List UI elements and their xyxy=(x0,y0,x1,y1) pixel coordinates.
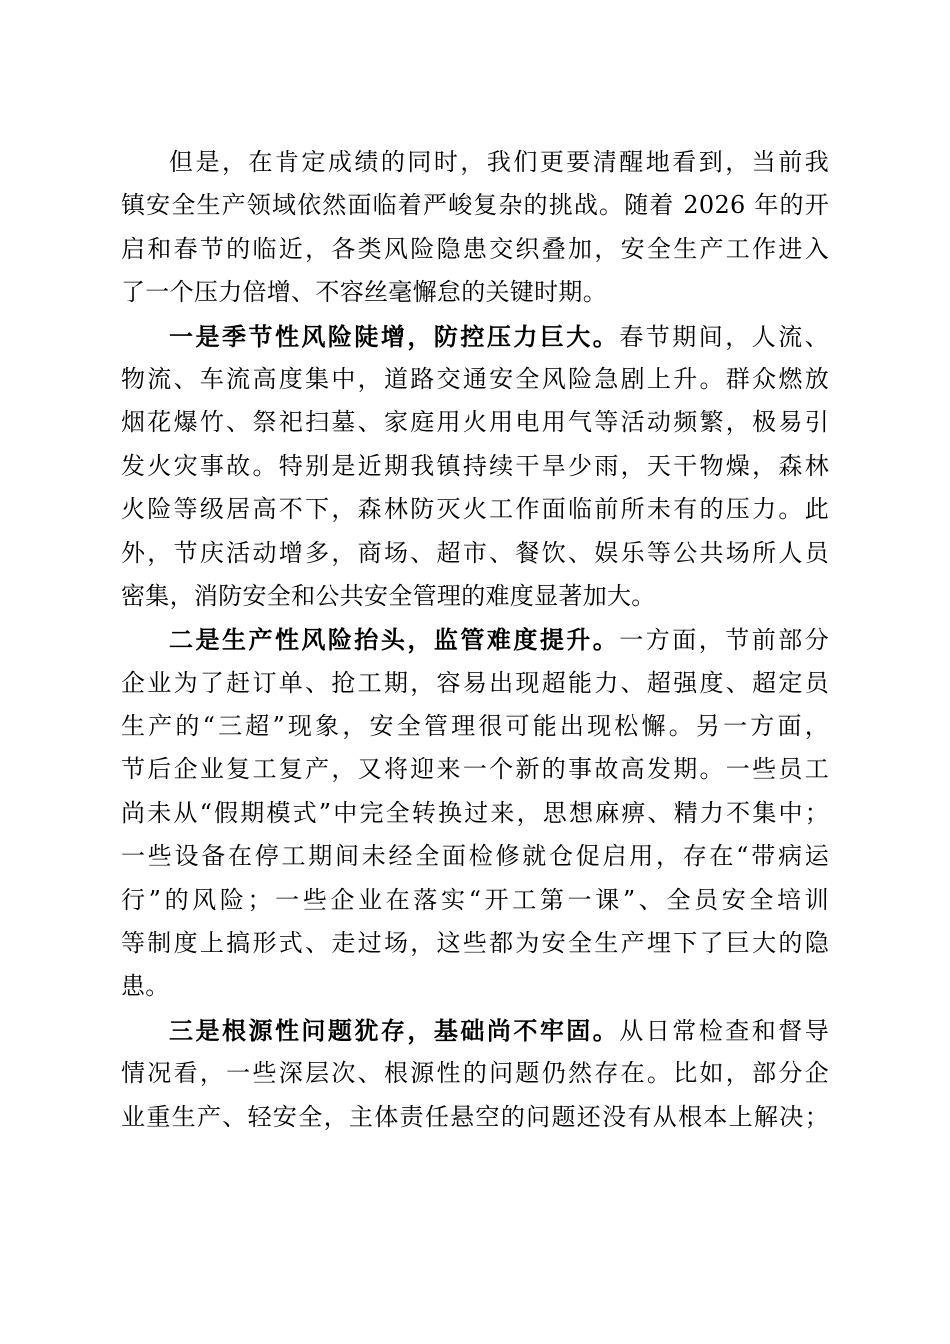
text-line: 情况看，一些深层次、根源性的问题仍然存在。比如，部分企 xyxy=(121,1059,829,1088)
text-line: 等制度上搞形式、走过场，这些都为安全生产埋下了巨大的隐 xyxy=(121,929,829,958)
text-line: 节后企业复工复产，又将迎来一个新的事故高发期。一些员工 xyxy=(121,755,829,784)
paragraph-intro xyxy=(121,141,829,315)
text-line: 了一个压力倍增、不容丝毫懈怠的关键时期。 xyxy=(121,278,607,307)
heading-line-rest: 春节期间，人流、 xyxy=(619,322,829,351)
text-line: 外，节庆活动增多，商场、超市、餐饮、娱乐等公共场所人员 xyxy=(121,538,829,567)
text-line: 但是，在肯定成绩的同时，我们更要清醒地看到，当前我 xyxy=(169,148,829,176)
text-line: 一些设备在停工期间未经全面检修就仓促启用，存在“带病运 xyxy=(121,842,829,871)
text-line: 业重生产、轻安全，主体责任悬空的问题还没有从根本上解决； xyxy=(121,1102,829,1131)
text-line: 启和春节的临近，各类风险隐患交织叠加，安全生产工作进入 xyxy=(121,234,829,263)
text-line: 密集，消防安全和公共安全管理的难度显著加大。 xyxy=(121,581,656,610)
text-line: 企业为了赶订单、抢工期，容易出现超能力、超强度、超定员 xyxy=(121,668,829,697)
text-line xyxy=(121,618,829,661)
paragraph-seasonal-risk xyxy=(121,315,829,619)
text-line: 尚未从“假期模式”中完全转换过来，思想麻痹、精力不集中； xyxy=(121,798,829,827)
text-line: 镇安全生产领域依然面临着严峻复杂的挑战。随着 2026 年的开 xyxy=(121,191,829,220)
paragraph-production-risk xyxy=(121,618,829,1009)
text-line xyxy=(121,315,829,358)
text-line: 物流、车流高度集中，道路交通安全风险急剧上升。群众燃放 xyxy=(121,364,829,393)
paragraph-heading: 二是生产性风险抬头，监管难度提升。 xyxy=(169,625,620,655)
document-body xyxy=(121,141,829,1139)
paragraph-root-issues xyxy=(121,1009,829,1139)
text-line: 发火灾事故。特别是近期我镇持续干旱少雨，天干物燥，森林 xyxy=(121,451,829,480)
heading-line-rest: 从日常检查和督导 xyxy=(619,1016,829,1045)
paragraph-heading: 三是根源性问题犹存，基础尚不牢固。 xyxy=(169,1015,620,1045)
heading-line-rest: 一方面，节前部分 xyxy=(619,626,829,655)
text-line: 生产的“三超”现象，安全管理很可能出现松懈。另一方面， xyxy=(121,712,829,741)
text-line: 火险等级居高不下，森林防灭火工作面临前所未有的压力。此 xyxy=(121,495,829,524)
text-line: 烟花爆竹、祭祀扫墓、家庭用火用电用气等活动频繁，极易引 xyxy=(121,408,829,437)
text-line xyxy=(121,1009,829,1052)
paragraph-heading: 一是季节性风险陡增，防控压力巨大。 xyxy=(169,321,620,351)
text-line: 行”的风险；一些企业在落实“开工第一课”、全员安全培训 xyxy=(121,885,829,914)
text-line: 患。 xyxy=(121,972,170,1001)
